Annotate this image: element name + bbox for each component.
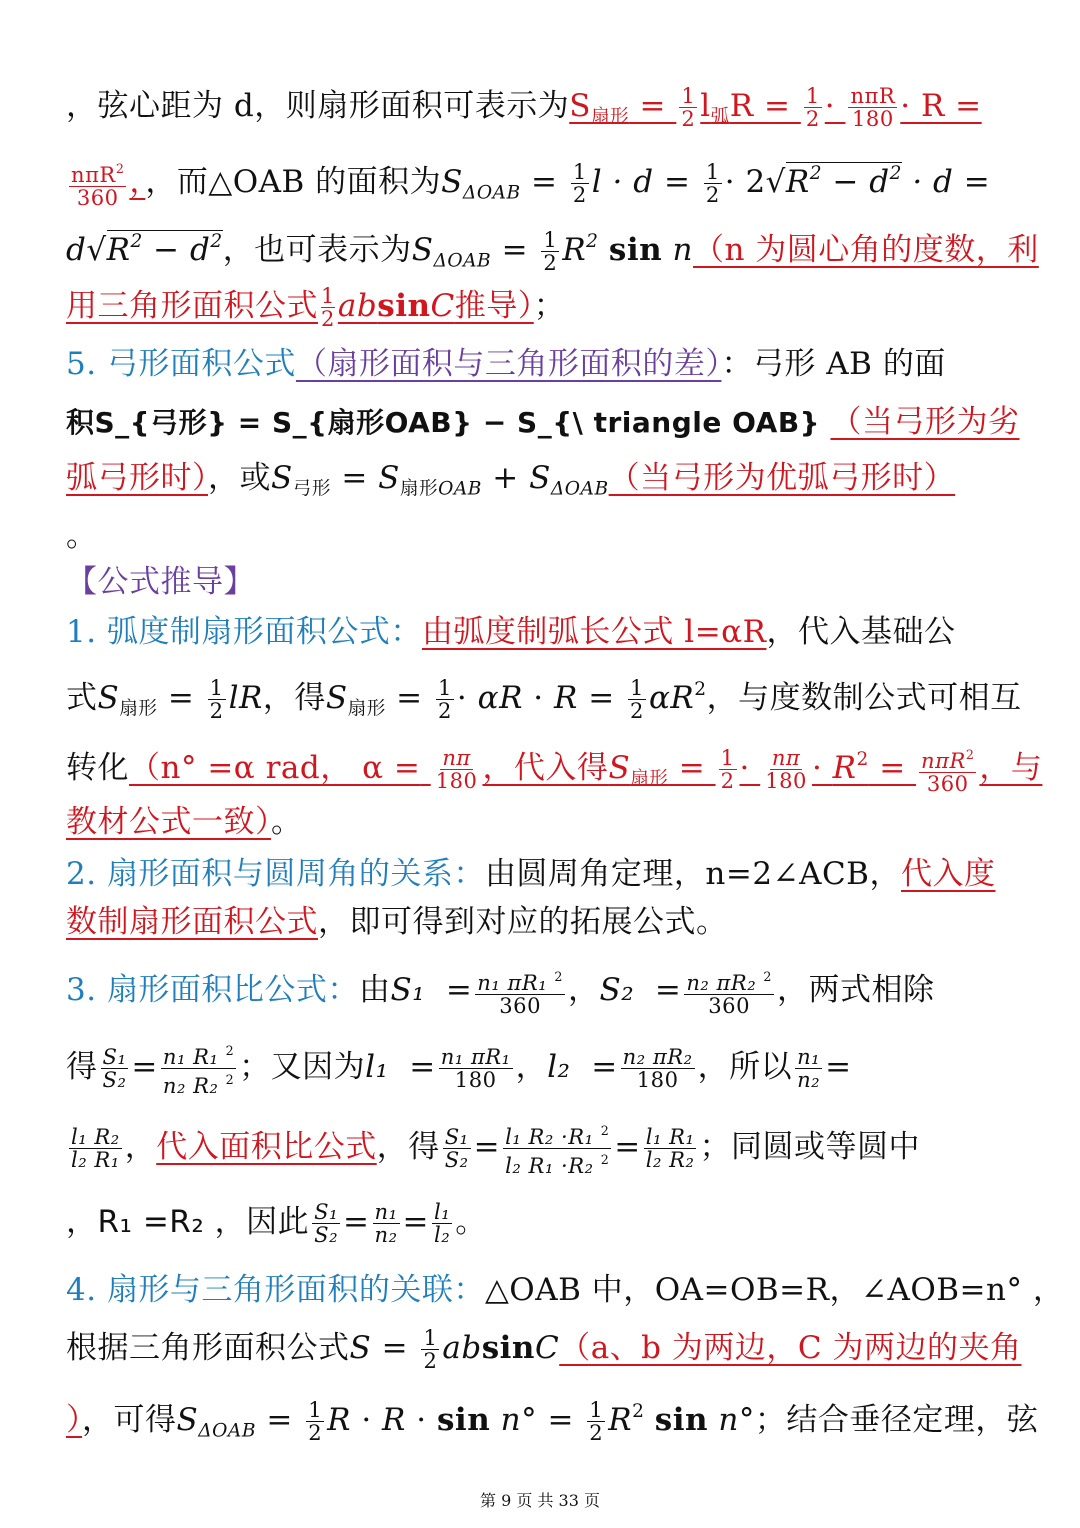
formula-sector-alpha: $S_{扇形}$ = $\frac{1}{2}$ · αR · R = $\frac{1}{2}$ $\alpha R^2$ bbox=[325, 674, 707, 724]
note-red: 弧弓形时） bbox=[66, 460, 208, 496]
formula-raw-text: 积S_{弓形} = S_{扇形OAB} − S_{\ triangle OAB} bbox=[66, 406, 821, 439]
text-span: 式 bbox=[66, 680, 98, 717]
text-span: ，得 bbox=[262, 680, 326, 717]
text-span: ，或 bbox=[208, 460, 271, 496]
text-span: ， bbox=[567, 972, 600, 1009]
note-red: （当弓形为优弧弓形时） bbox=[608, 460, 956, 496]
formula-ratio: $\frac{\text{S₁}}{\text{S₂}}$ = $\frac{n_1 R_1 ^2}{n_2 R_2 ^2}$ bbox=[98, 1049, 240, 1085]
formula-ratio-2: $\frac{\text{S₁}}{\text{S₂}}$ = $\frac{l_1 R_2 \cdot R_1 ^2}{l_2 R_1 \cdot R_2 ^2}$ = $\frac{\text{l₁ R₁}}{\text{l₂ R₂}}$ bbox=[440, 1129, 700, 1165]
text-line bbox=[66, 1120, 1016, 1177]
formula-sector-area-result: $\frac{n\pi R^2}{360}$ ， bbox=[66, 164, 145, 200]
text-span: ，所以 bbox=[697, 1048, 793, 1085]
text-line bbox=[66, 1268, 1065, 1312]
text-span: ，两式相除 bbox=[776, 972, 935, 1009]
item-heading: 弓形面积公式 bbox=[106, 346, 296, 382]
formula-segment-major: $S_{弓形} = S_{扇形OAB} + S_{\Delta OAB}$ bbox=[271, 460, 609, 500]
section-title: 【公式推导】 bbox=[66, 564, 255, 600]
formula-sector-lr: $S_{扇形}$ = $\frac{1}{2}$ lR bbox=[97, 674, 263, 724]
text-line bbox=[66, 1390, 1039, 1454]
text-span: ； bbox=[533, 288, 566, 324]
item-number: 5. bbox=[66, 346, 97, 382]
text-line bbox=[66, 400, 1020, 445]
text-line bbox=[66, 152, 1016, 216]
note-purple: （扇形面积与三角形面积的差） bbox=[295, 346, 722, 382]
text-line bbox=[66, 610, 1016, 654]
text-span: ，与度数制公式可相互 bbox=[706, 680, 1022, 717]
text-line bbox=[66, 668, 1022, 732]
text-span: ： bbox=[721, 346, 753, 382]
text-line bbox=[66, 900, 1016, 944]
formula-triangle-sin: $S_{\Delta OAB}$ = $\frac{1}{2}$ $R^2$ sin n bbox=[411, 226, 693, 276]
text-span: ，代入基础公 bbox=[766, 614, 956, 650]
item-heading: 弧度制扇形面积公式： bbox=[106, 614, 422, 650]
item-number: 1. bbox=[66, 614, 97, 650]
text-span: 根据三角形面积公式 bbox=[66, 1330, 350, 1366]
item-heading: 扇形面积比公式： bbox=[106, 972, 359, 1009]
text-span: 转化 bbox=[66, 750, 129, 787]
text-line bbox=[66, 966, 1016, 1017]
formula-l2: l₂ = $\frac{\text{n₂ πR₂}}{180}$ bbox=[547, 1043, 693, 1092]
text-span: 得 bbox=[66, 1048, 98, 1085]
note-red: （n° =α rad， α = $\frac{n\pi}{180}$ ，代入得$S_{扇形}$ = $\frac{1}{2}$ · $\frac{n\pi}{180}$ · $R^2$ = $\frac{n\pi R^2}{360}$ ，与 bbox=[129, 744, 1043, 796]
text-span: ， bbox=[124, 1128, 157, 1165]
text-line bbox=[66, 220, 1039, 284]
formula-ratio-final: $\frac{\text{S₁}}{\text{S₂}}$ = $\frac{\text{n₁}}{\text{n₂}}$ = $\frac{\text{l₁}}{\text{l₂}}$ bbox=[314, 1198, 451, 1247]
text-line bbox=[66, 84, 1016, 140]
text-line bbox=[66, 800, 1016, 844]
note-red: 由弧度制弧长公式 l=αR bbox=[421, 614, 767, 650]
text-span: ，弦心距为 d，则扇形面积可表示为 bbox=[66, 88, 570, 124]
text-line bbox=[66, 852, 1016, 896]
note-red: 教材公式一致） bbox=[66, 804, 271, 840]
text-span: △OAB 中，OA=OB=R，∠AOB=n° ， bbox=[484, 1272, 1065, 1308]
note-red: （a、b 为两边，C 为两边的夹角 bbox=[559, 1330, 1022, 1366]
text-line bbox=[66, 738, 1043, 802]
text-span: 由圆周角定理，n=2∠ACB， bbox=[484, 856, 901, 892]
formula-l-ratio: $\frac{\text{l₁ R₂}}{\text{l₂ R₁}}$ bbox=[71, 1123, 120, 1172]
text-line bbox=[66, 514, 1016, 558]
formula-triangle-area: $S_{\Delta OAB}$ = $\frac{1}{2}$ l · d = $\frac{1}{2}$ · $2√R^2 - d^2 \cdot d$ = bbox=[441, 158, 991, 208]
note-red: 代入度 bbox=[900, 856, 996, 892]
formula-l1: l₁ = $\frac{\text{n₁ πR₁}}{180}$ bbox=[365, 1043, 511, 1092]
text-span: ；同圆或等圆中 bbox=[699, 1128, 920, 1165]
text-line bbox=[66, 1040, 1016, 1097]
text-line bbox=[66, 456, 1016, 512]
text-span: 。 bbox=[271, 804, 303, 840]
formula-triangle-area-result: $d√R^2 - d^2$ bbox=[66, 231, 223, 269]
text-span: 。 bbox=[66, 518, 98, 554]
note-red: 用三角形面积公式 1 2 absinC推导） bbox=[66, 282, 534, 331]
formula-s2: S₂ = $\frac{n_2 \pi R_2 ^2}{360}$ bbox=[599, 972, 777, 1008]
text-span: ，而△OAB 的面积为 bbox=[145, 164, 442, 201]
text-span: ，得 bbox=[376, 1128, 440, 1165]
text-line bbox=[66, 284, 1016, 330]
note-red: ） bbox=[66, 1402, 82, 1439]
text-span: ，也可表示为 bbox=[222, 232, 412, 269]
note-red: （当弓形为劣 bbox=[830, 404, 1020, 440]
text-span: 弓形 AB 的面 bbox=[752, 346, 946, 382]
note-red: （n 为圆心角的度数，利 bbox=[692, 232, 1039, 269]
text-span: ， bbox=[515, 1048, 548, 1085]
text-span: ，可得 bbox=[82, 1402, 177, 1439]
formula-n-ratio: $\frac{\text{n₁}}{\text{n₂}}$ = bbox=[797, 1043, 852, 1092]
item-number: 2. bbox=[66, 856, 97, 892]
item-number: 4. bbox=[66, 1272, 97, 1308]
item-number: 3. bbox=[66, 972, 97, 1009]
note-red: 代入面积比公式 bbox=[156, 1128, 377, 1165]
formula-triangle-degree: $S_{\Delta OAB}$ = $\frac{1}{2}$ R · R · sin n° = $\frac{1}{2}$ $R^2$ sin n° bbox=[176, 1396, 755, 1446]
text-line bbox=[66, 1200, 1016, 1246]
text-span: 由 bbox=[358, 972, 391, 1009]
text-span: ，即可得到对应的拓展公式。 bbox=[318, 904, 728, 940]
page-footer: 第 9 页 共 33 页 bbox=[480, 1491, 600, 1510]
text-line bbox=[66, 342, 1016, 386]
item-heading: 扇形面积与圆周角的关系： bbox=[106, 856, 485, 892]
text-span: 。 bbox=[455, 1204, 487, 1240]
formula-s1: S₁ = $\frac{n_1 \pi R_1 ^2}{360}$ bbox=[390, 972, 568, 1008]
text-span: ，R₁ =R₂ ，因此 bbox=[66, 1204, 310, 1240]
item-heading: 扇形与三角形面积的关联： bbox=[106, 1272, 485, 1308]
text-span: ；又因为 bbox=[239, 1048, 366, 1085]
text-span: ；结合垂径定理，弦 bbox=[754, 1402, 1039, 1439]
formula-sector-area: $S_{扇形}$ = $\frac{1}{2}$ $l_弧R$ = $\frac{1}{2}$ · $\frac{\text{nπR}}{180}$ · R = bbox=[569, 82, 982, 131]
formula-triangle-abs: S = $\frac{1}{2}$ absinC bbox=[349, 1324, 560, 1373]
note-red: 数制扇形面积公式 bbox=[66, 904, 318, 940]
text-line bbox=[66, 1324, 1022, 1373]
